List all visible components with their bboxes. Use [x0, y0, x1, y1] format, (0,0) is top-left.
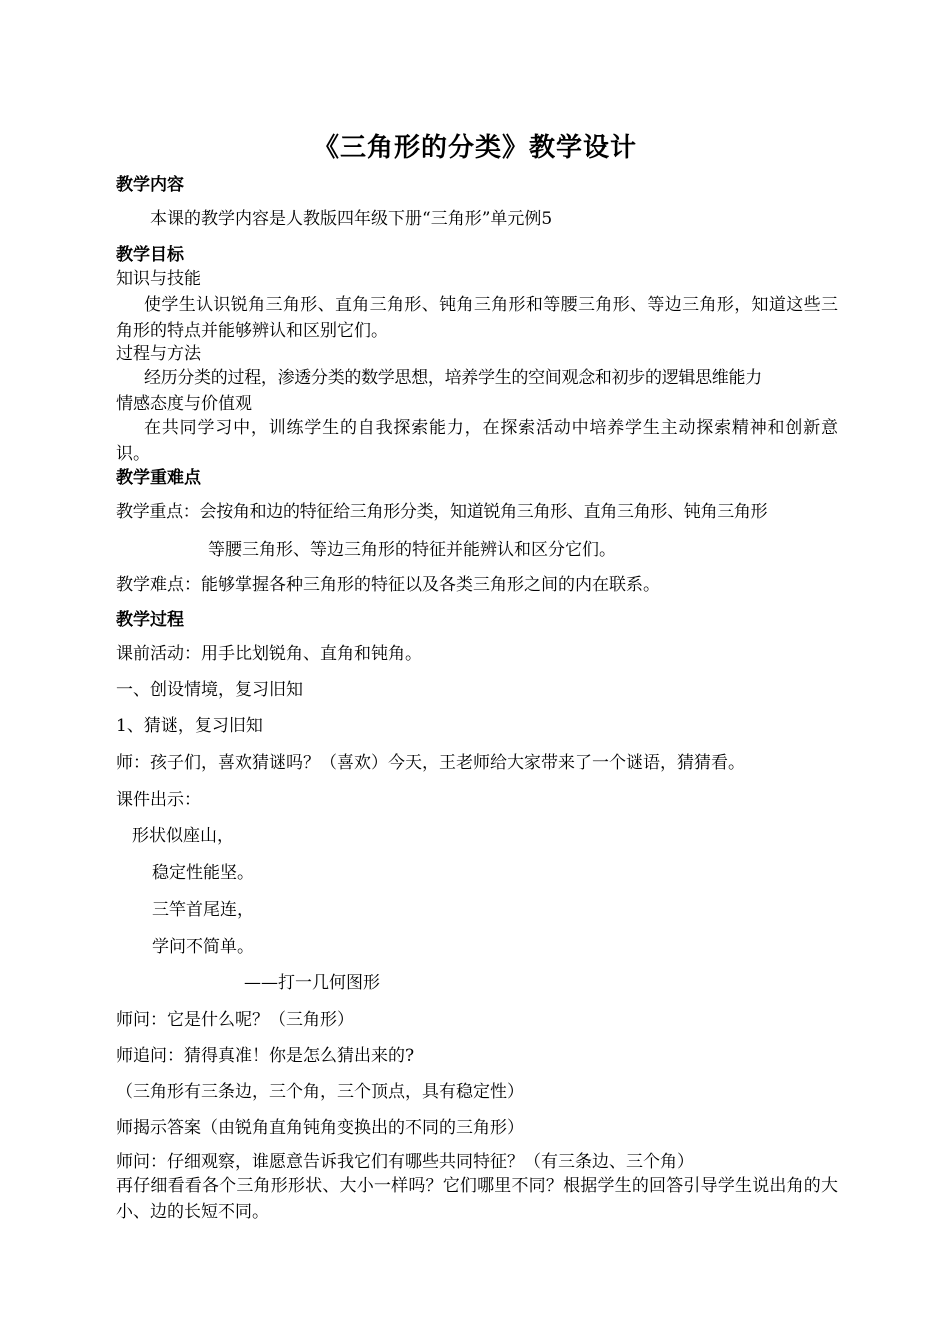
teacher-reveal: 师揭示答案（由锐角直角钝角变换出的不同的三角形） [116, 1118, 524, 1138]
content-text: 本课的教学内容是人教版四年级下册“三角形”单元例5 [150, 209, 553, 229]
emotion-text: 在共同学习中，训练学生的自我探索能力，在探索活动中培养学生主动探索精神和创新意识。 [116, 418, 838, 464]
section-1: 一、创设情境，复习旧知 [116, 680, 303, 700]
process-text: 经历分类的过程，渗透分类的数学思想，培养学生的空间观念和初步的逻辑思维能力 [144, 368, 762, 388]
riddle-line: 三竿首尾连， [152, 900, 254, 920]
knowledge-label: 知识与技能 [116, 269, 201, 289]
heading-content: 教学内容 [116, 175, 184, 195]
process-label: 过程与方法 [116, 344, 201, 364]
riddle-line: 形状似座山， [132, 826, 234, 846]
student-answer-2: （三角形有三条边，三个角，三个顶点，具有稳定性） [116, 1082, 524, 1102]
riddle-line: 学问不简单。 [152, 937, 254, 957]
teacher-question-1: 师问：它是什么呢？（三角形） [116, 1010, 354, 1030]
difficult-point: 教学难点：能够掌握各种三角形的特征以及各类三角形之间的内在联系。 [116, 575, 660, 595]
heading-goals: 教学目标 [116, 245, 184, 265]
riddle-hint: ——打一几何图形 [244, 973, 380, 993]
subsection-1: 1、猜谜，复习旧知 [116, 716, 263, 736]
key-point-line2: 等腰三角形、等边三角形的特征并能辨认和区分它们。 [208, 540, 616, 560]
teacher-question-4: 再仔细看看各个三角形形状、大小一样吗？它们哪里不同？根据学生的回答引导学生说出角的大小、边的长短不同。 [116, 1176, 838, 1222]
courseware-show: 课件出示： [116, 790, 201, 810]
heading-process: 教学过程 [116, 610, 184, 630]
heading-key-points: 教学重难点 [116, 468, 201, 488]
teacher-question-2: 师追问：猜得真准！你是怎么猜出来的? [116, 1046, 415, 1066]
riddle-line: 稳定性能坚。 [152, 863, 254, 883]
document-title: 《三角形的分类》教学设计 [312, 133, 637, 163]
knowledge-text: 使学生认识锐角三角形、直角三角形、钝角三角形和等腰三角形、等边三角形，知道这些三角形的特点并能够辨认和区别它们。 [116, 295, 838, 341]
teacher-question-3: 师问：仔细观察，谁愿意告诉我它们有哪些共同特征？（有三条边、三个角） [116, 1152, 694, 1172]
teacher-line-1: 师：孩子们，喜欢猜谜吗？（喜欢）今天，王老师给大家带来了一个谜语，猜猜看。 [116, 753, 745, 773]
pre-activity: 课前活动：用手比划锐角、直角和钝角。 [116, 644, 422, 664]
key-point-line1: 教学重点：会按角和边的特征给三角形分类，知道锐角三角形、直角三角形、钝角三角形 [116, 502, 768, 522]
emotion-label: 情感态度与价值观 [116, 394, 252, 414]
